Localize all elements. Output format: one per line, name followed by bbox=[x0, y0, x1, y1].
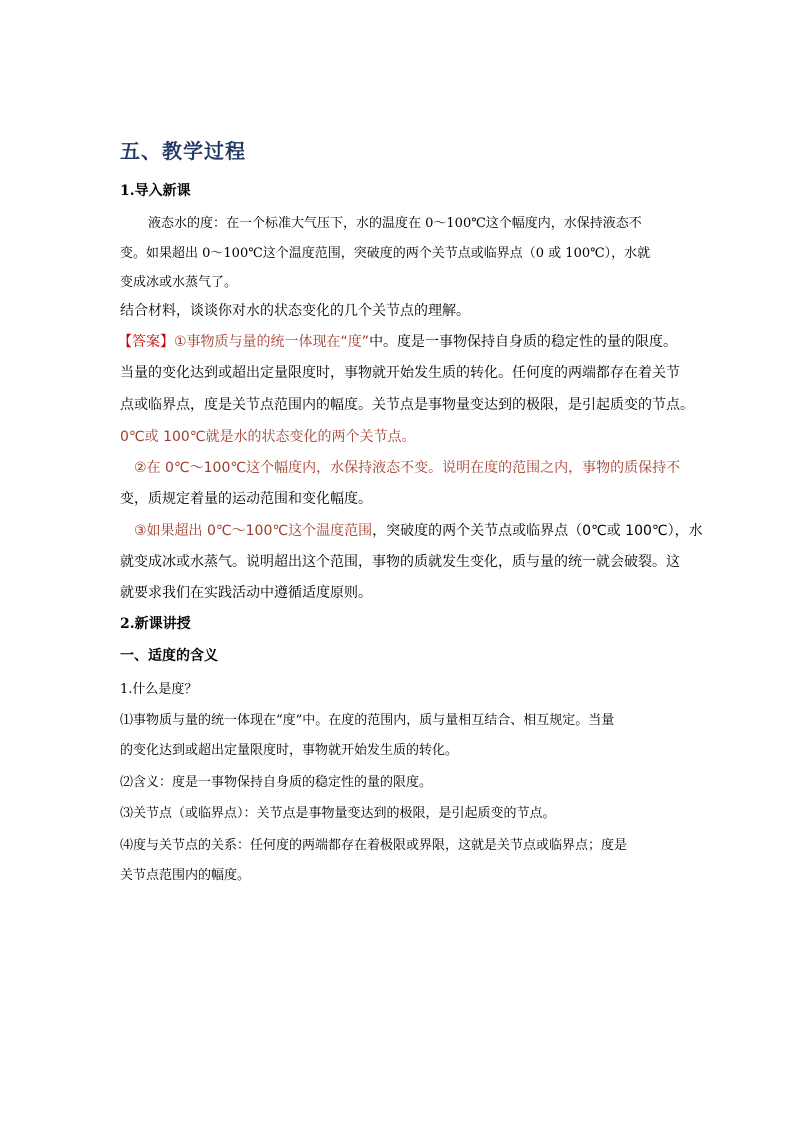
subsection-title: 一、适度的含义 bbox=[120, 648, 218, 664]
answer-text: ，突破度的两个关节点或临界点（0℃或 100℃），水 bbox=[372, 523, 703, 539]
point-line: 的变化达到或超出定量限度时，事物就开始发生质的转化。 bbox=[120, 743, 459, 758]
answer-red-text: ①事物质与量的统一体现在“度” bbox=[174, 334, 370, 350]
question-heading: 1.什么是度？ bbox=[120, 682, 198, 697]
material-line: 变。如果超出 0～100℃这个温度范围，突破度的两个关节点或临界点（0 或 100℃），水就 bbox=[120, 246, 651, 261]
answer-line: 0℃或 100℃就是水的状态变化的两个关节点。 bbox=[120, 429, 416, 445]
answer-line: 就变成冰或水蒸气。说明超出这个范围，事物的质就发生变化，质与量的统一就会破裂。这 bbox=[120, 554, 680, 570]
point-line: 关节点范围内的幅度。 bbox=[120, 868, 251, 883]
point-line: ⑷度与关节点的关系：任何度的两端都存在着极限或界限，这就是关节点或临界点；度是 bbox=[120, 838, 628, 853]
section-title-new-lesson: 2.新课讲授 bbox=[120, 616, 191, 632]
page-title: 五、教学过程 bbox=[120, 139, 246, 163]
question-text: 结合材料，谈谈你对水的状态变化的几个关节点的理解。 bbox=[120, 303, 470, 319]
point-line: ⑶关节点（或临界点）：关节点是事物量变达到的极限，是引起质变的节点。 bbox=[120, 806, 556, 821]
material-line: 液态水的度：在一个标准大气压下，水的温度在 0～100℃这个幅度内，水保持液态不 bbox=[148, 216, 642, 231]
answer-line: 当量的变化达到或超出定量限度时，事物就开始发生质的转化。任何度的两端都存在着关节 bbox=[120, 365, 680, 381]
answer-label: 【答案】 bbox=[118, 334, 174, 350]
answer-text: 中。度是一事物保持自身质的稳定性的量的限度。 bbox=[369, 334, 678, 350]
answer-red-text: ③如果超出 0℃～100℃这个温度范围 bbox=[134, 523, 373, 539]
answer-line: 点或临界点，度是关节点范围内的幅度。关节点是事物量变达到的极限，是引起质变的节点。 bbox=[120, 397, 694, 413]
point-line: ⑵含义：度是一事物保持自身质的稳定性的量的限度。 bbox=[120, 775, 433, 790]
answer-line: 就要求我们在实践活动中遵循适度原则。 bbox=[120, 585, 372, 601]
point-line: ⑴事物质与量的统一体现在“度”中。在度的范围内，质与量相互结合、相互规定。当量 bbox=[120, 713, 615, 728]
section-title-intro: 1.导入新课 bbox=[120, 183, 191, 199]
answer-line bbox=[118, 331, 677, 351]
answer-line: ②在 0℃～100℃这个幅度内，水保持液态不变。说明在度的范围之内，事物的质保持不 bbox=[134, 460, 681, 476]
answer-line: 变，质规定着量的运动范围和变化幅度。 bbox=[120, 491, 372, 507]
material-line: 变成冰或水蒸气了。 bbox=[120, 275, 238, 290]
answer-line bbox=[134, 520, 703, 540]
